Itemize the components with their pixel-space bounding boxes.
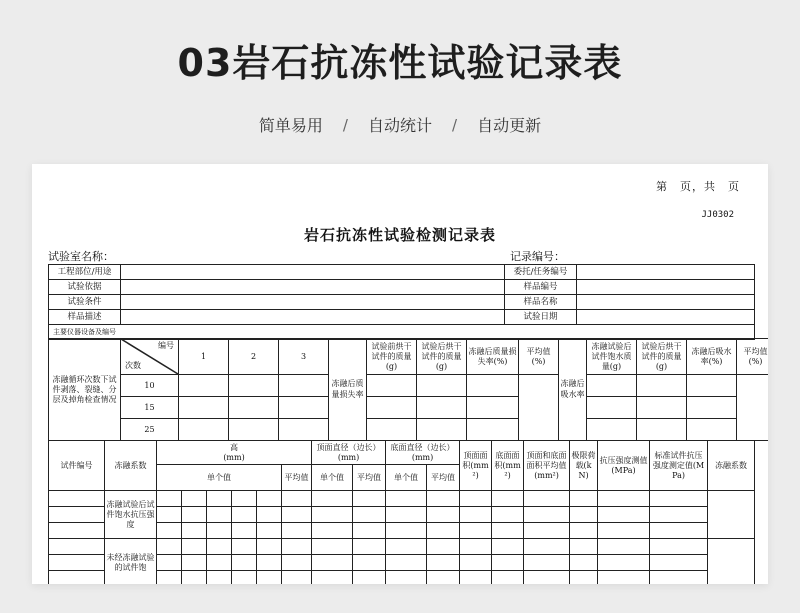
cell[interactable] [598, 539, 650, 555]
cell[interactable] [157, 507, 182, 523]
cell[interactable] [282, 523, 312, 539]
no-label: 编号 [158, 341, 174, 350]
cell[interactable] [587, 375, 637, 397]
cell[interactable] [367, 375, 417, 397]
avg-header: 平均值(%) [519, 339, 559, 375]
project-label: 工程部位/用途 [49, 265, 121, 280]
height-avg-header: 平均值 [282, 465, 312, 491]
cell[interactable] [182, 555, 207, 571]
absorb-rate-header: 冻融后吸水率(%) [687, 339, 737, 375]
cell[interactable] [417, 375, 467, 397]
cell[interactable] [353, 539, 386, 555]
cell[interactable] [460, 523, 492, 539]
cell[interactable] [282, 571, 312, 585]
height-unit: (mm) [223, 452, 245, 462]
basis-label: 试验依据 [49, 280, 121, 295]
cell[interactable] [49, 571, 105, 585]
cell[interactable] [427, 507, 460, 523]
cell[interactable] [157, 555, 182, 571]
top-dia-label: 顶面直径（边长） [316, 442, 381, 452]
cell[interactable] [524, 491, 570, 507]
loss-rate-header: 冻融后质量损失率(%) [467, 339, 519, 375]
cell[interactable] [207, 491, 232, 507]
cell[interactable] [386, 507, 427, 523]
bottom-avg-header: 平均值 [427, 465, 460, 491]
cell[interactable] [427, 539, 460, 555]
cell[interactable] [587, 397, 637, 419]
document-title: 岩石抗冻性试验检测记录表 [303, 226, 496, 244]
tag-separator: / [342, 115, 348, 134]
cell[interactable] [467, 419, 519, 441]
cell[interactable] [312, 539, 353, 555]
cell[interactable] [427, 523, 460, 539]
cell[interactable] [232, 491, 257, 507]
height-single-header: 单个值 [157, 465, 282, 491]
load-header: 极限荷载(kN) [570, 441, 598, 491]
bottom-dia-unit: (mm) [411, 452, 434, 462]
coef-value[interactable] [708, 491, 755, 539]
specimen-no-header: 试件编号 [49, 441, 105, 491]
cell[interactable] [650, 491, 708, 507]
cell[interactable] [207, 571, 232, 585]
cell[interactable] [279, 375, 329, 397]
cell[interactable] [353, 555, 386, 571]
cell[interactable] [637, 375, 687, 397]
cell[interactable] [157, 571, 182, 585]
cell[interactable] [229, 397, 279, 419]
cell[interactable] [179, 375, 229, 397]
equipment-label: 主要仪器设备及编号 [49, 325, 755, 340]
strength-table [48, 440, 755, 584]
cell[interactable] [492, 507, 524, 523]
cell[interactable] [386, 555, 427, 571]
cell[interactable] [257, 507, 282, 523]
cell[interactable] [49, 491, 105, 507]
cell[interactable] [312, 571, 353, 585]
basis-value[interactable] [121, 280, 505, 295]
cell[interactable] [179, 397, 229, 419]
cell[interactable] [524, 539, 570, 555]
cell[interactable] [182, 523, 207, 539]
date-value[interactable] [577, 310, 755, 325]
cell[interactable] [353, 507, 386, 523]
cell[interactable] [386, 571, 427, 585]
project-value[interactable] [121, 265, 505, 280]
count-15: 15 [121, 397, 179, 419]
cell[interactable] [157, 539, 182, 555]
cell[interactable] [650, 539, 708, 555]
cell[interactable] [650, 555, 708, 571]
cell[interactable] [279, 397, 329, 419]
tag-auto-stat: 自动统计 [367, 116, 432, 135]
cell[interactable] [367, 397, 417, 419]
sample-no-value[interactable] [577, 280, 755, 295]
cycle-table [48, 338, 768, 441]
cell[interactable] [650, 571, 708, 585]
cell[interactable] [207, 555, 232, 571]
cell[interactable] [207, 523, 232, 539]
dry-mass-header: 试验后烘干试件的质量(g) [637, 339, 687, 375]
cell[interactable] [386, 491, 427, 507]
lab-name-label: 试验室名称： [48, 250, 114, 263]
cell[interactable] [282, 491, 312, 507]
cell[interactable] [257, 491, 282, 507]
cell[interactable] [49, 523, 105, 539]
coef-header: 冻融系数 [708, 441, 755, 491]
cell[interactable] [312, 507, 353, 523]
cell[interactable] [282, 539, 312, 555]
height-label: 高 [230, 442, 239, 452]
cell[interactable] [207, 507, 232, 523]
page-info: 第 页，共 页 [656, 180, 740, 193]
tag-easy: 简单易用 [258, 116, 323, 135]
unfrozen-strength-label: 未经冻融试验的试件饱 [105, 539, 157, 585]
top-area-header: 顶面面积(mm²) [460, 441, 492, 491]
cell[interactable] [232, 571, 257, 585]
cell[interactable] [182, 571, 207, 585]
condition-label: 试验条件 [49, 295, 121, 310]
sample-name-value[interactable] [577, 295, 755, 310]
cell[interactable] [417, 397, 467, 419]
cell[interactable] [427, 491, 460, 507]
cell[interactable] [157, 491, 182, 507]
table-row [49, 491, 755, 507]
saturated-strength-label: 冻融试验后试件饱水抗压强度 [105, 491, 157, 539]
specimen-3: 3 [279, 339, 329, 375]
order-value[interactable] [577, 265, 755, 280]
sample-no-label: 样品编号 [505, 280, 577, 295]
cell[interactable] [650, 523, 708, 539]
cell[interactable] [460, 539, 492, 555]
absorb-label: 冻融后吸水率 [559, 339, 587, 441]
coef-value[interactable] [708, 539, 755, 585]
tagline [0, 113, 800, 136]
cell[interactable] [282, 555, 312, 571]
before-mass-header: 试验前烘干试件的质量(g) [367, 339, 417, 375]
cell[interactable] [353, 523, 386, 539]
tag-auto-update: 自动更新 [477, 116, 542, 135]
cell[interactable] [157, 523, 182, 539]
cell[interactable] [257, 539, 282, 555]
cell[interactable] [598, 491, 650, 507]
cell[interactable] [650, 507, 708, 523]
count-label: 次数 [125, 361, 141, 370]
cell[interactable] [49, 539, 105, 555]
form-code: JJ0302 [701, 210, 734, 220]
desc-value[interactable] [121, 310, 505, 325]
cell[interactable] [427, 571, 460, 585]
banner-title: 03岩石抗冻性试验记录表 [177, 41, 623, 85]
cell[interactable] [570, 507, 598, 523]
cell[interactable] [386, 523, 427, 539]
cell[interactable] [353, 571, 386, 585]
top-dia-unit: (mm) [337, 452, 360, 462]
mass-loss-label: 冻融后质量损失率 [329, 339, 367, 441]
cell[interactable] [598, 523, 650, 539]
bottom-dia-header [386, 441, 460, 465]
cell[interactable] [182, 507, 207, 523]
condition-value[interactable] [121, 295, 505, 310]
specimen-1: 1 [179, 339, 229, 375]
table-row [49, 539, 755, 555]
cell[interactable] [467, 397, 519, 419]
cell[interactable] [737, 375, 769, 441]
top-single-header: 单个值 [312, 465, 353, 491]
cell[interactable] [598, 555, 650, 571]
cell[interactable] [492, 571, 524, 585]
cell[interactable] [207, 539, 232, 555]
strength-measured-header: 抗压强度测值(MPa) [598, 441, 650, 491]
cell[interactable] [232, 555, 257, 571]
bottom-single-header: 单个值 [386, 465, 427, 491]
cell[interactable] [279, 419, 329, 441]
cell[interactable] [179, 419, 229, 441]
cell[interactable] [232, 523, 257, 539]
avg-area-header: 顶面和底面面积平均值(mm²) [524, 441, 570, 491]
cell[interactable] [257, 523, 282, 539]
cell[interactable] [570, 491, 598, 507]
cell[interactable] [386, 539, 427, 555]
order-label: 委托/任务编号 [505, 265, 577, 280]
count-25: 25 [121, 419, 179, 441]
cell[interactable] [570, 539, 598, 555]
cell[interactable] [570, 523, 598, 539]
cell[interactable] [467, 375, 519, 397]
cell[interactable] [598, 507, 650, 523]
cell[interactable] [353, 491, 386, 507]
cell[interactable] [229, 419, 279, 441]
avg2-header: 平均值(%) [737, 339, 769, 375]
cell[interactable] [524, 571, 570, 585]
cell[interactable] [312, 523, 353, 539]
cell[interactable] [460, 491, 492, 507]
cell[interactable] [598, 571, 650, 585]
cell[interactable] [637, 397, 687, 419]
cell[interactable] [492, 539, 524, 555]
top-avg-header: 平均值 [353, 465, 386, 491]
date-label: 试验日期 [505, 310, 577, 325]
cell[interactable] [182, 539, 207, 555]
coef-label-header: 冻融系数 [105, 441, 157, 491]
cell[interactable] [232, 539, 257, 555]
cell[interactable] [427, 555, 460, 571]
cell[interactable] [232, 507, 257, 523]
sample-name-label: 样品名称 [505, 295, 577, 310]
cell[interactable] [282, 507, 312, 523]
cycle-check-label: 冻融循环次数下试件剥落、裂缝、分层及掉角检查情况 [49, 339, 121, 441]
cell[interactable] [492, 491, 524, 507]
cell[interactable] [687, 419, 737, 441]
cell[interactable] [687, 397, 737, 419]
strength-std-header: 标准试件抗压强度测定值(MPa) [650, 441, 708, 491]
cell[interactable] [257, 571, 282, 585]
bottom-dia-label: 底面直径（边长） [390, 442, 455, 452]
info-table [48, 264, 755, 340]
cell[interactable] [570, 571, 598, 585]
cell[interactable] [524, 555, 570, 571]
cell[interactable] [492, 555, 524, 571]
cell[interactable] [312, 491, 353, 507]
record-no-label: 记录编号： [510, 250, 565, 263]
desc-label: 样品描述 [49, 310, 121, 325]
cell[interactable] [229, 375, 279, 397]
cell[interactable] [460, 555, 492, 571]
cell[interactable] [587, 419, 637, 441]
top-dia-header [312, 441, 386, 465]
tag-separator: / [452, 115, 458, 134]
cell[interactable] [492, 523, 524, 539]
cell[interactable] [257, 555, 282, 571]
cell[interactable] [524, 523, 570, 539]
cell[interactable] [460, 507, 492, 523]
cell[interactable] [524, 507, 570, 523]
count-10: 10 [121, 375, 179, 397]
cell[interactable] [637, 419, 687, 441]
cell[interactable] [570, 555, 598, 571]
cell[interactable] [417, 419, 467, 441]
cell[interactable] [519, 375, 559, 441]
diagonal-header [121, 339, 179, 375]
sat-mass-header: 冻融试验后试件饱水质量(g) [587, 339, 637, 375]
cell[interactable] [49, 507, 105, 523]
cell[interactable] [312, 555, 353, 571]
record-sheet [32, 164, 768, 584]
cell[interactable] [367, 419, 417, 441]
height-header [157, 441, 312, 465]
cell[interactable] [687, 375, 737, 397]
cell[interactable] [182, 491, 207, 507]
after-mass-header: 试验后烘干试件的质量(g) [417, 339, 467, 375]
specimen-2: 2 [229, 339, 279, 375]
cell[interactable] [460, 571, 492, 585]
cell[interactable] [49, 555, 105, 571]
bottom-area-header: 底面面积(mm²) [492, 441, 524, 491]
